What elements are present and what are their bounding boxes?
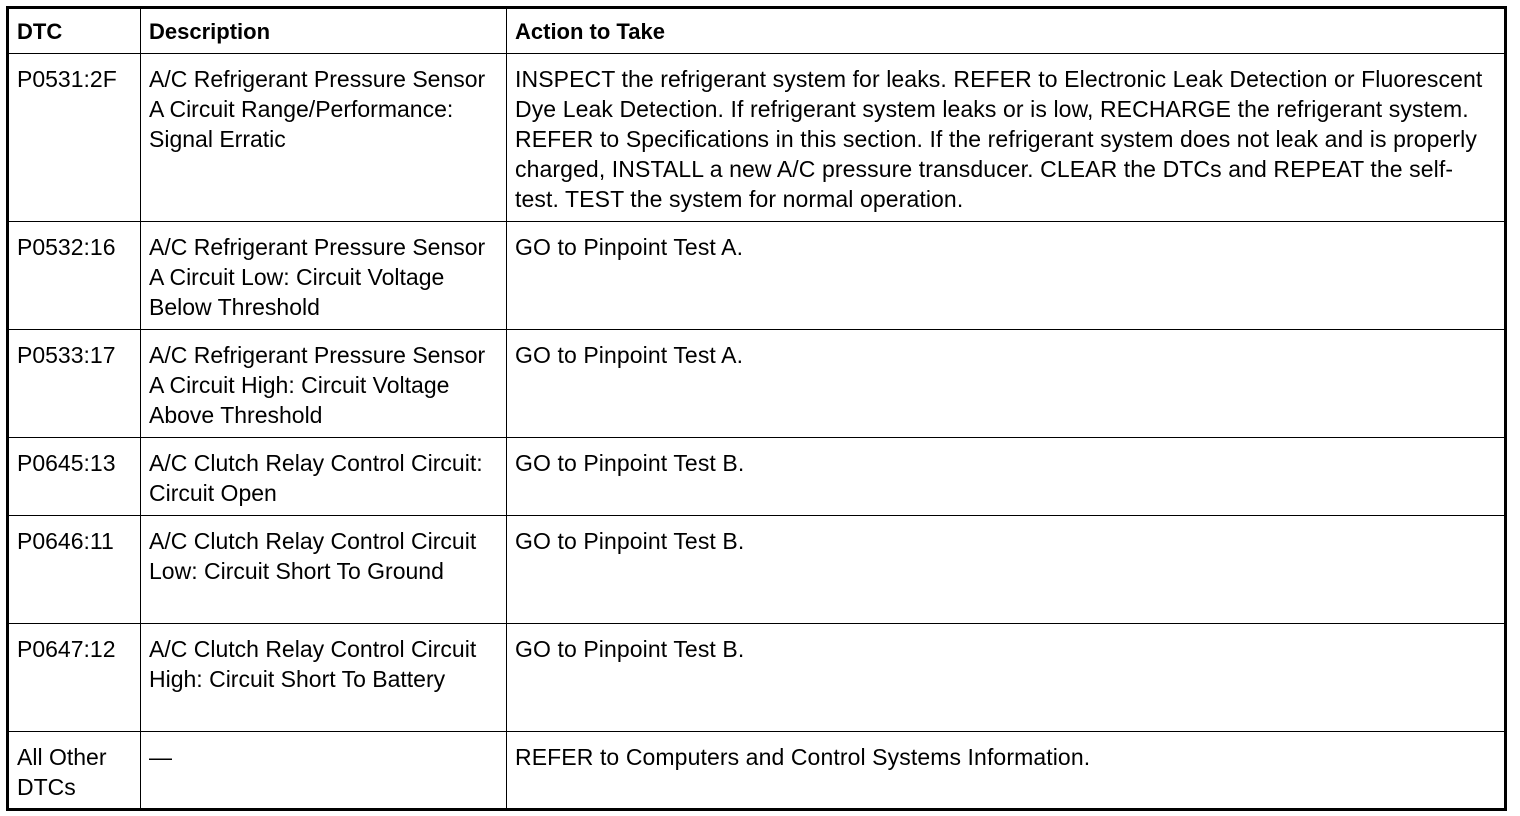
dtc-code: P0531:2F xyxy=(8,54,141,222)
table-row xyxy=(8,516,1506,624)
header-row xyxy=(8,8,1506,54)
table-row xyxy=(8,624,1506,732)
dtc-description: A/C Clutch Relay Control Circuit: Circuit Open xyxy=(141,438,507,516)
dtc-action: GO to Pinpoint Test B. xyxy=(507,624,1506,732)
dtc-description: A/C Refrigerant Pressure Sensor A Circuit Low: Circuit Voltage Below Threshold xyxy=(141,222,507,330)
dtc-description: A/C Refrigerant Pressure Sensor A Circuit Range/Performance: Signal Erratic xyxy=(141,54,507,222)
dtc-description: A/C Clutch Relay Control Circuit Low: Circuit Short To Ground xyxy=(141,516,507,624)
dtc-action: GO to Pinpoint Test A. xyxy=(507,330,1506,438)
dtc-description: A/C Refrigerant Pressure Sensor A Circuit High: Circuit Voltage Above Threshold xyxy=(141,330,507,438)
table-row xyxy=(8,438,1506,516)
dtc-table xyxy=(6,6,1507,811)
dtc-code: P0533:17 xyxy=(8,330,141,438)
dtc-action: GO to Pinpoint Test A. xyxy=(507,222,1506,330)
dtc-code: P0645:13 xyxy=(8,438,141,516)
dtc-description: — xyxy=(141,732,507,810)
table-row xyxy=(8,222,1506,330)
dtc-code: P0646:11 xyxy=(8,516,141,624)
dtc-description: A/C Clutch Relay Control Circuit High: Circuit Short To Battery xyxy=(141,624,507,732)
header-description: Description xyxy=(141,8,507,54)
dtc-action: GO to Pinpoint Test B. xyxy=(507,516,1506,624)
dtc-code: P0647:12 xyxy=(8,624,141,732)
table-row xyxy=(8,330,1506,438)
dtc-action: INSPECT the refrigerant system for leaks. REFER to Electronic Leak Detection or Fluorescent Dye Leak Detection. If refrigerant system leaks or is low, RECHARGE the refrigerant system. REFER to Specifications in this section. If the refrigerant system does not leak and is properly charged, INSTALL a new A/C pressure transducer. CLEAR the DTCs and REPEAT the self-test. TEST the system for normal operation. xyxy=(507,54,1506,222)
table-row xyxy=(8,54,1506,222)
header-action: Action to Take xyxy=(507,8,1506,54)
table-row xyxy=(8,732,1506,810)
header-dtc: DTC xyxy=(8,8,141,54)
dtc-code: All Other DTCs xyxy=(8,732,141,810)
dtc-action: REFER to Computers and Control Systems Information. xyxy=(507,732,1506,810)
dtc-action: GO to Pinpoint Test B. xyxy=(507,438,1506,516)
dtc-code: P0532:16 xyxy=(8,222,141,330)
